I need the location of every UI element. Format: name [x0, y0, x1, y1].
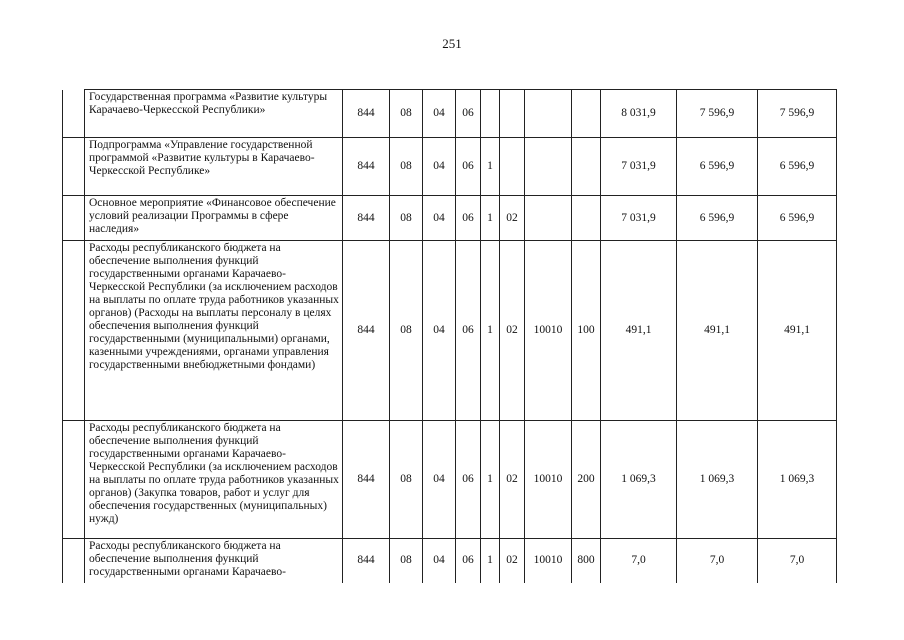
amount-year-3: 1 069,3 [758, 421, 837, 539]
subprogram-code: 1 [481, 421, 500, 539]
subsection-code: 04 [423, 241, 456, 421]
program-code: 06 [456, 421, 481, 539]
target-article-code: 10010 [525, 421, 572, 539]
row-index-cell [63, 196, 85, 241]
subsection-code: 04 [423, 90, 456, 138]
ministry-code: 844 [343, 421, 390, 539]
measure-code: 02 [500, 421, 525, 539]
section-code: 08 [390, 539, 423, 583]
ministry-code: 844 [343, 539, 390, 583]
section-code: 08 [390, 90, 423, 138]
section-code: 08 [390, 138, 423, 196]
budget-table [62, 89, 837, 583]
program-code: 06 [456, 241, 481, 421]
ministry-code: 844 [343, 196, 390, 241]
amount-year-2: 491,1 [677, 241, 758, 421]
row-index-cell [63, 138, 85, 196]
expense-type-code [572, 196, 601, 241]
expense-type-code: 100 [572, 241, 601, 421]
subsection-code: 04 [423, 196, 456, 241]
amount-year-1: 1 069,3 [601, 421, 677, 539]
page-number: 251 [442, 36, 462, 51]
program-code: 06 [456, 138, 481, 196]
subsection-code: 04 [423, 138, 456, 196]
target-article-code: 10010 [525, 539, 572, 583]
table-row [63, 196, 837, 241]
expense-name: Расходы республиканского бюджета на обеспечение выполнения функций государственными органами Карачаево-Черкесской Республики (за исключением расходов на выплаты по оплате труда работников указанных органов) (Расходы на выплаты персоналу в целях обеспечения выполнения функций государственными (муниципальными) органами, казенными учреждениями, органами управления государственными внебюджетными фондами) [85, 241, 343, 421]
table-row [63, 241, 837, 421]
amount-year-1: 7,0 [601, 539, 677, 583]
section-code: 08 [390, 421, 423, 539]
row-index-cell [63, 539, 85, 583]
subsection-code: 04 [423, 539, 456, 583]
amount-year-1: 7 031,9 [601, 196, 677, 241]
section-code: 08 [390, 241, 423, 421]
table-row [63, 539, 837, 583]
measure-code: 02 [500, 539, 525, 583]
row-index-cell [63, 90, 85, 138]
amount-year-1: 8 031,9 [601, 90, 677, 138]
program-code: 06 [456, 90, 481, 138]
program-code: 06 [456, 196, 481, 241]
subprogram-code [481, 90, 500, 138]
amount-year-3: 491,1 [758, 241, 837, 421]
expense-type-code: 200 [572, 421, 601, 539]
table-row [63, 421, 837, 539]
measure-code: 02 [500, 196, 525, 241]
amount-year-1: 491,1 [601, 241, 677, 421]
expense-name: Подпрограмма «Управление государственной программой «Развитие культуры в Карачаево-Черкесской Республике» [85, 138, 343, 196]
row-index-cell [63, 421, 85, 539]
measure-code: 02 [500, 241, 525, 421]
amount-year-2: 6 596,9 [677, 196, 758, 241]
subprogram-code: 1 [481, 539, 500, 583]
table-row [63, 138, 837, 196]
subprogram-code: 1 [481, 138, 500, 196]
expense-name: Расходы республиканского бюджета на обеспечение выполнения функций государственными органами Карачаево-Черкесской Республики (за исключением расходов на выплаты по оплате труда работников указанных органов) (Закупка товаров, работ и услуг для обеспечения государственных (муниципальных) нужд) [85, 421, 343, 539]
subprogram-code: 1 [481, 241, 500, 421]
target-article-code [525, 138, 572, 196]
target-article-code [525, 90, 572, 138]
ministry-code: 844 [343, 90, 390, 138]
row-index-cell [63, 241, 85, 421]
amount-year-1: 7 031,9 [601, 138, 677, 196]
amount-year-2: 6 596,9 [677, 138, 758, 196]
amount-year-3: 6 596,9 [758, 138, 837, 196]
target-article-code: 10010 [525, 241, 572, 421]
subprogram-code: 1 [481, 196, 500, 241]
subsection-code: 04 [423, 421, 456, 539]
expense-name: Расходы республиканского бюджета на обеспечение выполнения функций государственными органами Карачаево- [85, 539, 343, 583]
expense-type-code [572, 90, 601, 138]
target-article-code [525, 196, 572, 241]
expense-type-code [572, 138, 601, 196]
expense-name: Государственная программа «Развитие культуры Карачаево-Черкесской Республики» [85, 90, 343, 138]
table-row [63, 90, 837, 138]
program-code: 06 [456, 539, 481, 583]
amount-year-3: 7,0 [758, 539, 837, 583]
measure-code [500, 138, 525, 196]
expense-type-code: 800 [572, 539, 601, 583]
amount-year-2: 7 596,9 [677, 90, 758, 138]
ministry-code: 844 [343, 241, 390, 421]
expense-name: Основное мероприятие «Финансовое обеспечение условий реализации Программы в сфере наследия» [85, 196, 343, 241]
amount-year-3: 7 596,9 [758, 90, 837, 138]
measure-code [500, 90, 525, 138]
ministry-code: 844 [343, 138, 390, 196]
amount-year-3: 6 596,9 [758, 196, 837, 241]
section-code: 08 [390, 196, 423, 241]
amount-year-2: 7,0 [677, 539, 758, 583]
amount-year-2: 1 069,3 [677, 421, 758, 539]
